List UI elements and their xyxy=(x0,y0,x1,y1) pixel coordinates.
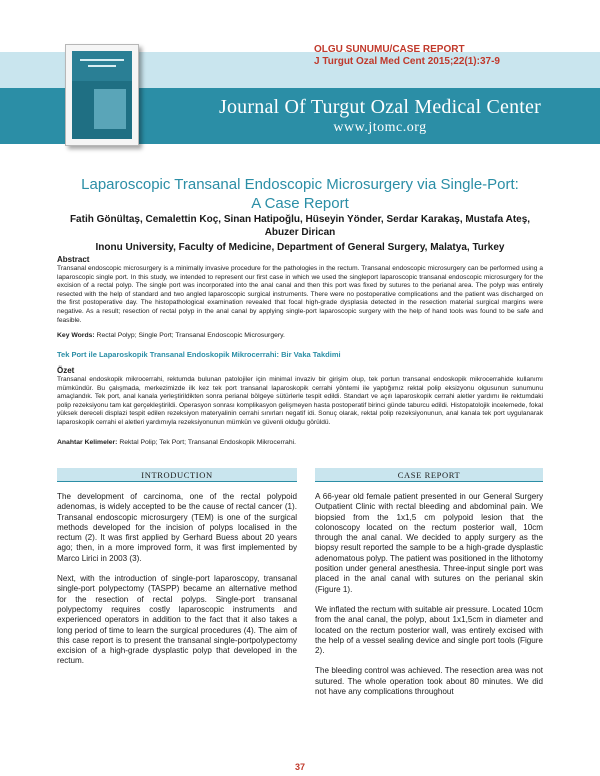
abstract-text: Transanal endoscopic microsurgery is a minimally invasive procedure for the pathologies in the rectum. Transanal endoscopic microsurgery can be performed using a laparoscopic single port. In this study, we intended to represent our first case in which we used the singleport laparoscopic transanal endoscopic microsurgery for the excision of a rectal polyp. The single port was incorporated into the anal canal and then this port was fixed by sutures to the perianal area. The polyp was entirely resected with the help of standard and two angled laparoscopic surgical instruments. There were no postoperative complications and the patient was discharged on the first postoperative day. The histopathological examination revealed that focal high-grade dysplasia detected in the resection material surgical margins were negative. As a result; resection of rectal polyp in the anal canal by applying single-port laparoscopic surgery with the help of hand tools was found to be safe and feasible. xyxy=(57,265,543,324)
cover-subtitle-line xyxy=(88,65,116,67)
journal-name: Journal Of Turgut Ozal Medical Center xyxy=(219,96,541,118)
cover-graphic xyxy=(94,89,126,129)
turkish-title: Tek Port ile Laparoskopik Transanal Endoskopik Mikrocerrahi: Bir Vaka Takdimi xyxy=(57,350,341,359)
turkish-keywords xyxy=(57,439,543,446)
introduction-paragraph-1: The development of carcinoma, one of the rectal polypoid adenomas, is widely accepted to be the cause of rectal cancer (1). Transanal endoscopic microsurgery (TEM) is one of the surgical methods developed for the incision of polyps localised in the rectum (2). It was first applied by Gerhard Buess about 20 years ago; then, in a more improved form, it was first implemented by Marco Lirici in 2003 (3). xyxy=(57,492,297,563)
ozet-text: Transanal endoskopik mikrocerrahi, rektumda bulunan patolojiler için minimal invaziv bir girişim olup, tek portun transanal endoskopik mikrocerrahide kullanımı mümkündür. Bu çalışmada, merkezimizde ilk kez tek port transanal laparoskopik cerrahi yöntemi ile yaptığımız rektal polip eksizyonu olgusunun sunumunu amaçlandık. Tek port, anal kanala yerleştirildikten sonra perianal bölgeye sütürlerle tespit edildi. Standart ve açılı laparoskopik cerrahi aletler yardımı ile rektumdaki polip rezeksiyonu tam kat gerçekleştirildi. Operasyon sonrası komplikasyon gelişmeyen hasta postoperatif birinci günde taburcu edildi. Histopatolojik incelemede, fokal yüksek dereceli displazi tespit edilen rezeksiyon materyalinin cerrahi sınırları negatif idi. Sonuç olarak, rektal polip rezeksiyonunun, anal kanala tek port uygulanarak laparoskopik cerrahi el aletleri yardımıyla rezeksiyonunun mümkün ve güvenli olduğu görüldü. xyxy=(57,376,543,426)
turkish-keywords-label: Anahtar Kelimeler: xyxy=(57,439,118,446)
page-number: 37 xyxy=(294,762,305,772)
introduction-paragraph-2: Next, with the introduction of single-port laparoscopy, transanal single-port polypectomy (TASPP) became an alternative method for the resection of rectal polyps. Single-port transanal polypectomy requires costly laparoscopic instruments and experienced operators in addition to the fact that it also takes a long period of time to learn the surgical procedures (4). The aim of this case report is to present the transanal single-portpolypectomy excision of a high-grade dysplastic polyp that developed in the rectum. xyxy=(57,574,297,666)
keywords-label: Key Words: xyxy=(57,332,95,339)
introduction-heading: INTRODUCTION xyxy=(57,468,297,482)
case-report-heading: CASE REPORT xyxy=(315,468,543,482)
keywords xyxy=(57,332,543,339)
turkish-keywords-text: Rektal Polip; Tek Port; Transanal Endoskopik Mikrocerrahi. xyxy=(117,439,296,446)
journal-url: www.jtomc.org xyxy=(333,120,427,135)
abstract-label: Abstract xyxy=(57,255,90,264)
journal-cover-thumbnail xyxy=(65,44,139,146)
introduction-column xyxy=(57,492,297,677)
report-type: OLGU SUNUMU/CASE REPORT xyxy=(314,44,465,55)
authors-line-1: Fatih Gönültaş, Cemalettin Koç, Sinan Hatipoğlu, Hüseyin Yönder, Serdar Karakaş, Mustafa Ateş, xyxy=(69,214,531,225)
cover-title-line xyxy=(80,59,124,61)
journal-citation: J Turgut Ozal Med Cent 2015;22(1):37-9 xyxy=(314,56,500,67)
case-paragraph-3: The bleeding control was achieved. The resection area was not sutured. The whole operation took about 80 minutes. We did not have any complications throughout xyxy=(315,666,543,697)
case-paragraph-1: A 66-year old female patient presented in our General Surgery Outpatient Clinic with rectal bleeding and abdominal pain. We biopsied from the 1x1,5 cm polypoid lesion that the colonoscopy located on the rectum posterior wall, 10cm through the anal canal. We decided to apply surgery as the biopsy result reported the sample to be a high-grade dysplastic adenomatous polyp. The patient was positioned in the lithotomy position under general anesthesia. Three-input single port was placed in the anal canal with sutures on the perianal skin (Figure 1). xyxy=(315,492,543,594)
ozet-label: Özet xyxy=(57,366,75,375)
case-paragraph-2: We inflated the rectum with suitable air pressure. Located 10cm from the anal canal, the polyp, about 1x1,5cm in diameter and located on the rectum posterior wall, was entirely excised with the help of a vessel sealing device and single port tools (Figure 2). xyxy=(315,604,543,656)
authors-line-2: Abuzer Dirican xyxy=(264,227,336,238)
paper-title-line-1: Laparoscopic Transanal Endoscopic Microsurgery via Single-Port: xyxy=(81,176,519,193)
case-report-column xyxy=(315,492,543,707)
keywords-text: Rectal Polyp; Single Port; Transanal Endoscopic Microsurgery. xyxy=(94,332,285,339)
affiliation: Inonu University, Faculty of Medicine, Department of General Surgery, Malatya, Turkey xyxy=(95,242,505,253)
paper-title-line-2: A Case Report xyxy=(251,195,349,212)
